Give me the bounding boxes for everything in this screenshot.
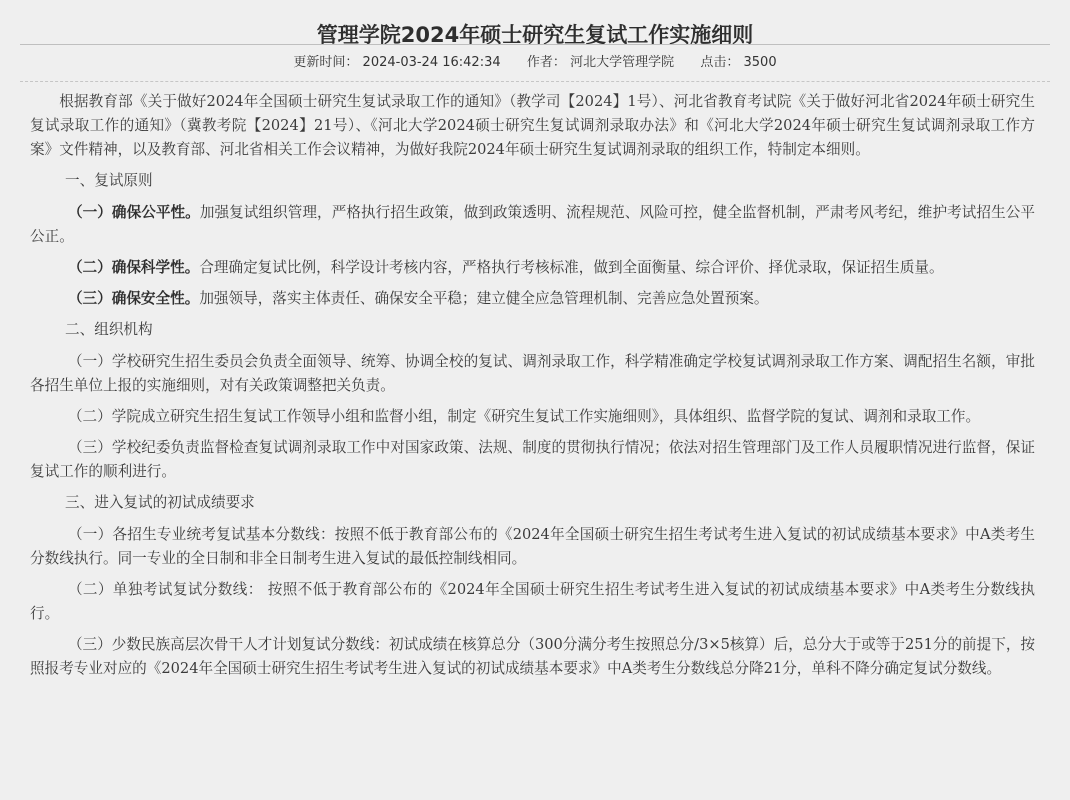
principle-text: 加强领导，落实主体责任、确保安全平稳；建立健全应急管理机制、完善应急处置预案。	[199, 290, 769, 307]
article-body	[30, 90, 1035, 688]
updated-value: 2024-03-24 16:42:34	[362, 55, 501, 70]
organization-paragraph: （一）学校研究生招生委员会负责全面领导、统筹、协调全校的复试、调剂录取工作，科学精准确定学校复试调剂录取工作方案、调配招生名额，审批各招生单位上报的实施细则，对有关政策调整把关负责。	[30, 353, 1035, 394]
score-requirement-paragraph: （三）少数民族高层次骨干人才计划复试分数线：初试成绩在核算总分（300分满分考生按照总分/3×5核算）后，总分大于或等于251分的前提下，按照报考专业对应的《2024年全国硕士研究生招生考试考生进入复试的初试成绩基本要求》中A类考生分数线总分降21分，单科不降分确定复试分数线。	[30, 636, 1036, 677]
clicks-value: 3500	[743, 55, 777, 70]
section-heading: 二、组织机构	[65, 321, 153, 338]
score-requirement-paragraph: （二）单独考试复试分数线： 按照不低于教育部公布的《2024年全国硕士研究生招生考试考生进入复试的初试成绩基本要求》中A类考生分数线执行。	[30, 581, 1035, 622]
principle-text: 合理确定复试比例，科学设计考核内容，严格执行考核标准，做到全面衡量、综合评价、择优录取，保证招生质量。	[199, 259, 944, 276]
principle-paragraph	[30, 287, 1035, 311]
principle-paragraph	[30, 201, 1035, 249]
updated-label: 更新时间：	[293, 55, 359, 70]
meta-divider	[20, 81, 1050, 82]
principle-paragraph	[30, 256, 1035, 280]
organization-paragraph: （三）学校纪委负责监督检查复试调剂录取工作中对国家政策、法规、制度的贯彻执行情况；依法对招生管理部门及工作人员履职情况进行监督，保证复试工作的顺利进行。	[30, 439, 1035, 480]
section-heading: 一、复试原则	[65, 172, 153, 189]
intro-paragraph: 根据教育部《关于做好2024年全国硕士研究生复试录取工作的通知》（教学司【2024】1号）、河北省教育考试院《关于做好河北省2024年硕士研究生复试录取工作的通知》（冀教考院【2024】21号）、《河北大学2024硕士研究生复试调剂录取办法》和《河北大学2024年硕士研究生复试调剂录取工作方案》文件精神，以及教育部、河北省相关工作会议精神，为做好我院2024年硕士研究生复试调剂录取的组织工作，特制定本细则。	[30, 93, 1035, 158]
organization-paragraph: （二）学院成立研究生招生复试工作领导小组和监督小组，制定《研究生复试工作实施细则》，具体组织、监督学院的复试、调剂和录取工作。	[67, 408, 981, 425]
title-divider	[20, 44, 1050, 45]
principle-title: （三）确保安全性。	[67, 290, 200, 307]
clicks-label: 点击：	[700, 55, 740, 70]
score-requirement-paragraph: （一）各招生专业统考复试基本分数线：按照不低于教育部公布的《2024年全国硕士研究生招生考试考生进入复试的初试成绩基本要求》中A类考生分数线执行。同一专业的全日制和非全日制考生进入复试的最低控制线相同。	[30, 526, 1035, 567]
principle-title: （二）确保科学性。	[67, 259, 200, 276]
author-value: 河北大学管理学院	[570, 55, 675, 70]
author-label: 作者：	[526, 55, 566, 70]
section-heading: 三、进入复试的初试成绩要求	[65, 494, 255, 511]
principle-title: （一）确保公平性。	[67, 204, 200, 221]
article-meta	[0, 53, 1070, 73]
page-title: 管理学院2024年硕士研究生复试工作实施细则	[316, 23, 754, 48]
principle-text: 加强复试组织管理，严格执行招生政策，做到政策透明、流程规范、风险可控，健全监督机制，严肃考风考纪，维护考试招生公平公正。	[30, 204, 1035, 245]
